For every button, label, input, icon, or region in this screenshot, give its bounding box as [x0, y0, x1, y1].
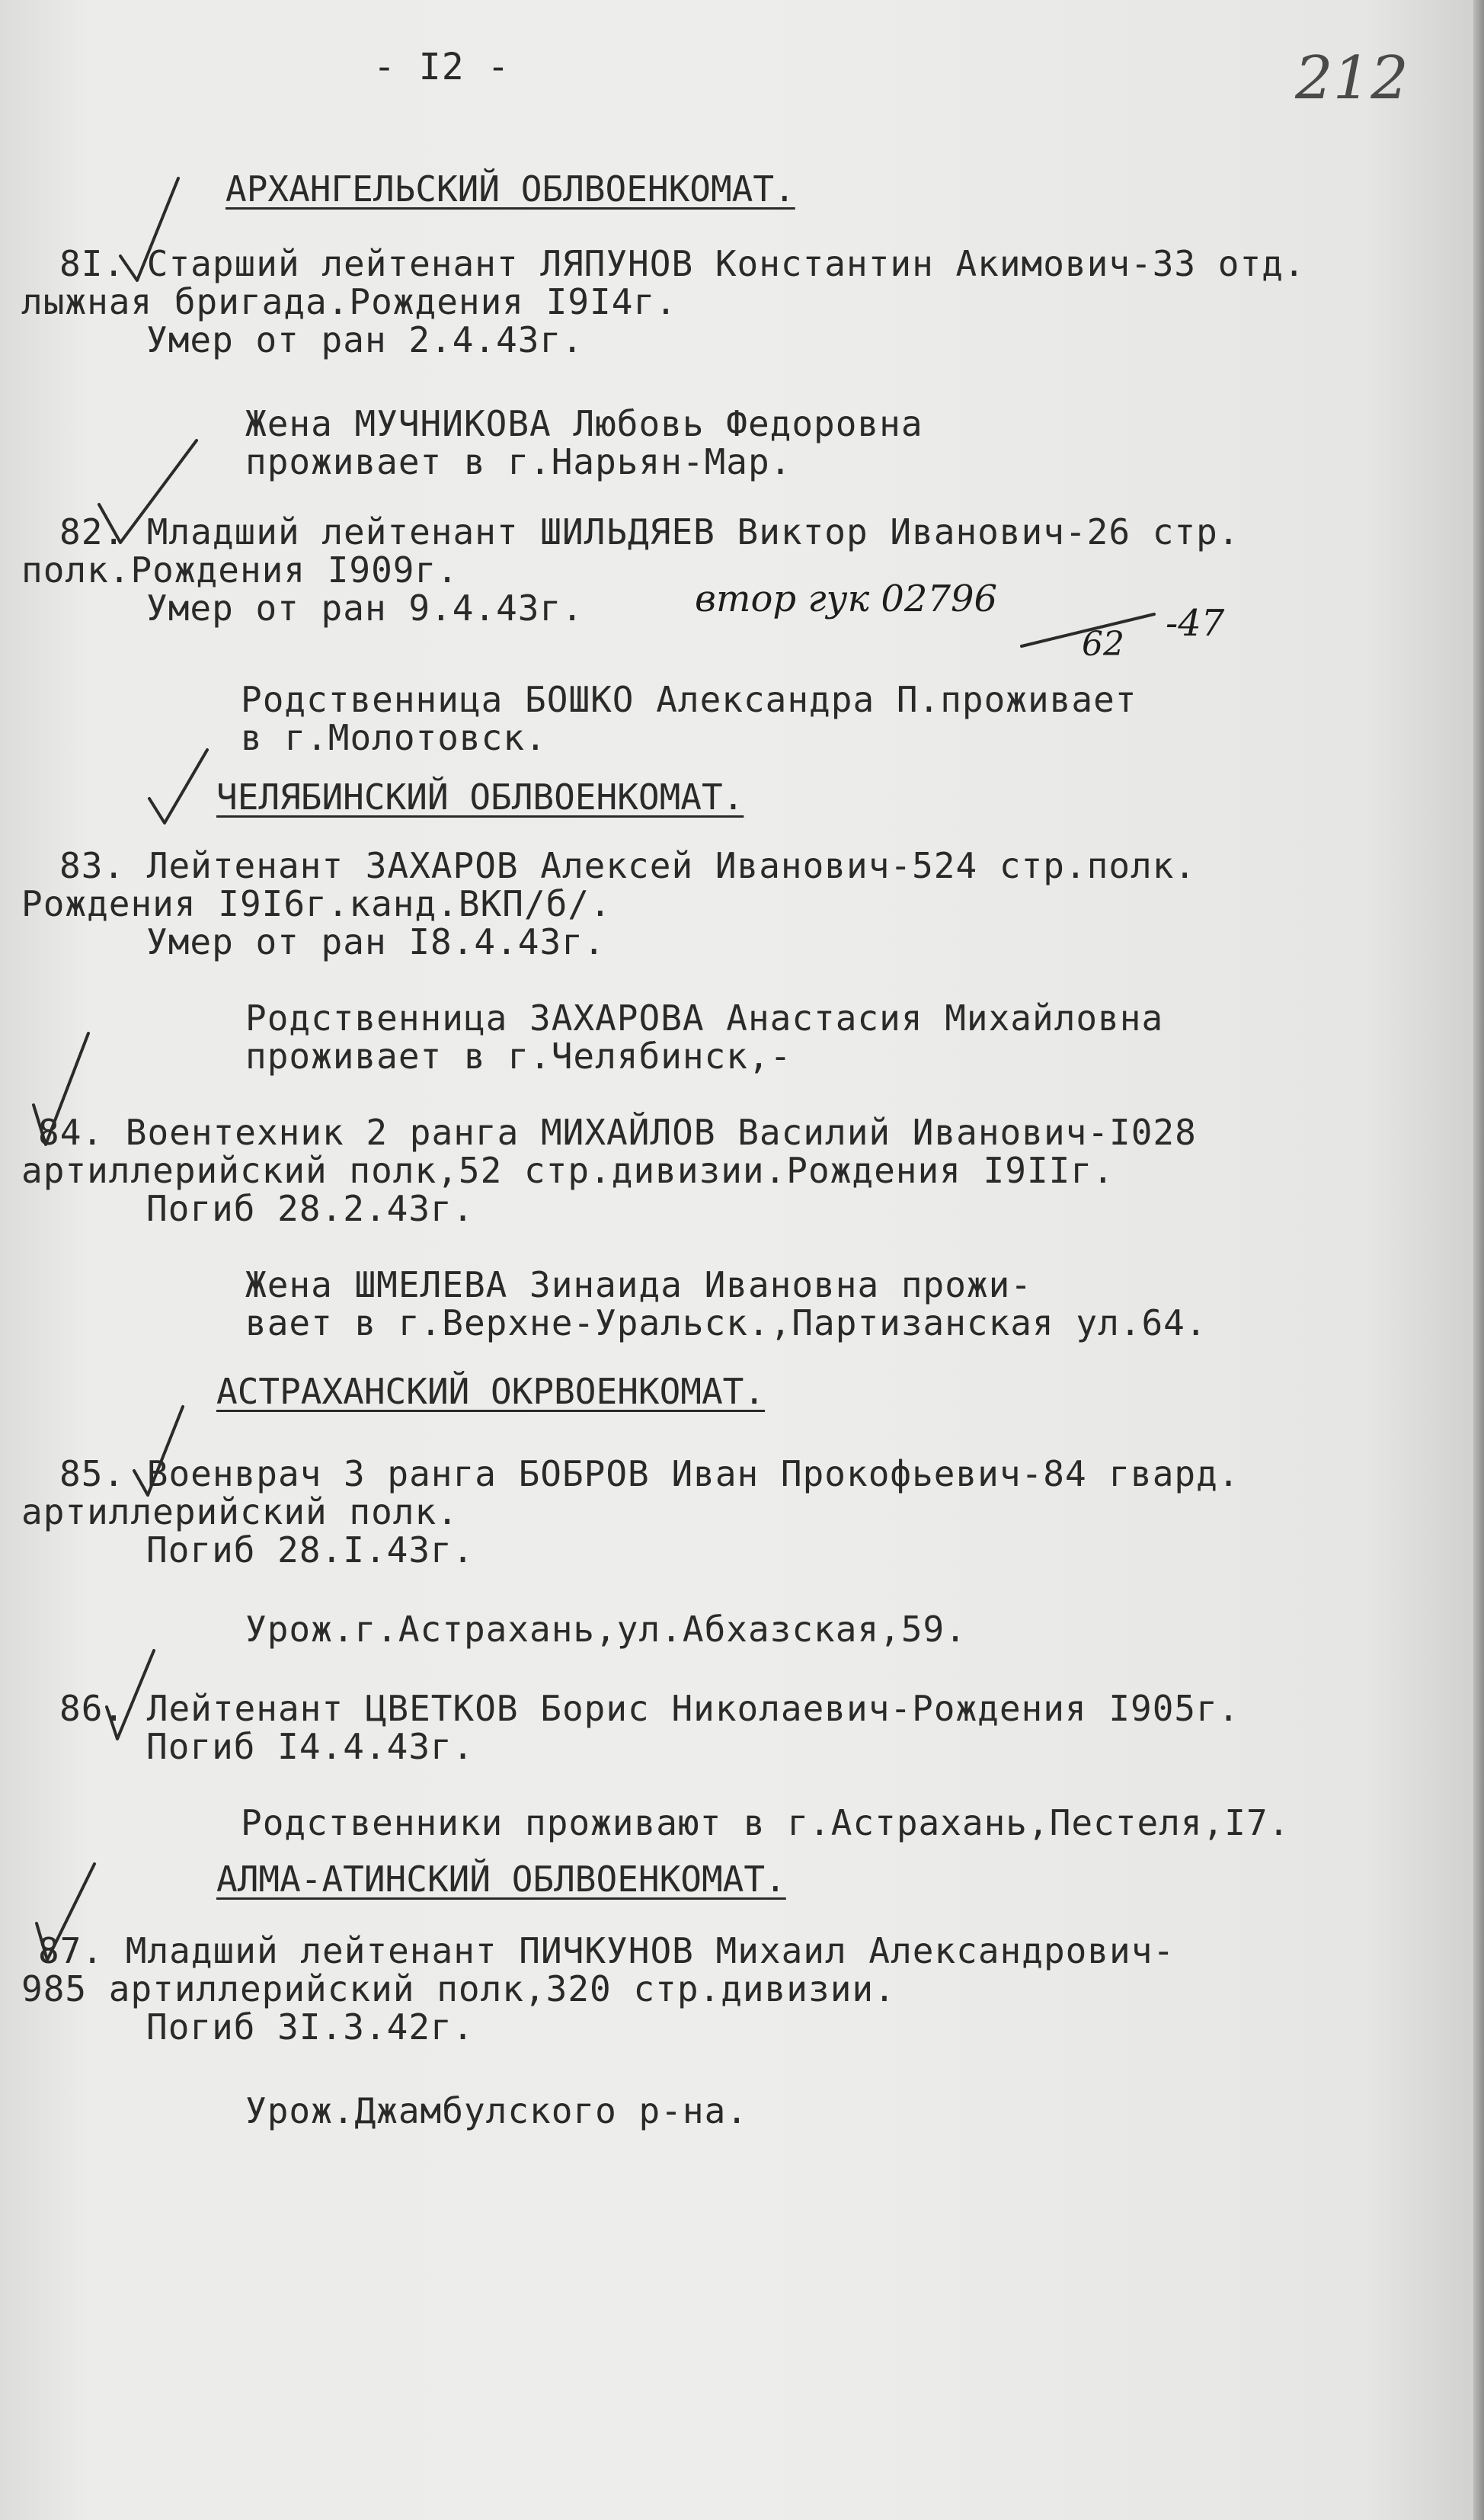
entry-81-relative2: проживает в г.Нарьян-Мар.: [245, 441, 792, 482]
entry-83-relative1: Родственница ЗАХАРОВА Анастасия Михайловна: [245, 997, 1164, 1039]
entry-83-relative2: проживает в г.Челябинск,-: [245, 1036, 792, 1077]
section-heading-almaata: АЛМА-АТИНСКИЙ ОБЛВОЕНКОМАТ.: [216, 1859, 786, 1900]
entry-86-line2: Погиб I4.4.43г.: [146, 1726, 475, 1767]
entry-81-line1: 8I. Старший лейтенант ЛЯПУНОВ Константин Акимович-33 отд.: [59, 243, 1306, 284]
entry-81-relative1: Жена МУЧНИКОВА Любовь Федоровна: [245, 403, 923, 444]
entry-81-line2: лыжная бригада.Рождения I9I4г.: [21, 281, 677, 322]
entry-83-line3: Умер от ран I8.4.43г.: [146, 921, 606, 962]
entry-83-line2: Рождения I9I6г.канд.ВКП/б/.: [21, 883, 612, 924]
archive-stamp-number: 212: [1295, 44, 1409, 113]
entry-87-line3: Погиб 3I.3.42г.: [146, 2006, 475, 2048]
entry-86-relative1: Родственники проживают в г.Астрахань,Пестеля,I7.: [241, 1802, 1291, 1843]
entry-87-relative1: Урож.Джамбулского р-на.: [245, 2090, 748, 2131]
entry-81-line3: Умер от ран 2.4.43г.: [146, 319, 584, 360]
entry-87-line2: 985 артиллерийский полк,320 стр.дивизии.: [21, 1968, 896, 2009]
entry-84-line3: Погиб 28.2.43г.: [146, 1188, 475, 1229]
handwritten-note-suffix: -47: [1166, 602, 1225, 645]
page-edge-shadow: [1473, 0, 1484, 2520]
entry-82-line3: Умер от ран 9.4.43г.: [146, 588, 584, 629]
entry-86-line1: 86. Лейтенант ЦВЕТКОВ Борис Николаевич-Рождения I905г.: [59, 1688, 1240, 1729]
section-heading-astrakhan: АСТРАХАНСКИЙ ОКРВОЕНКОМАТ.: [216, 1371, 766, 1412]
entry-84-line1: 84. Воентехник 2 ранга МИХАЙЛОВ Василий Иванович-I028: [38, 1112, 1197, 1153]
entry-82-line2: полк.Рождения I909г.: [21, 549, 459, 591]
entry-85-line3: Погиб 28.I.43г.: [146, 1529, 475, 1571]
entry-83-line1: 83. Лейтенант ЗАХАРОВ Алексей Иванович-524 стр.полк.: [59, 845, 1197, 886]
entry-82-line1: 82. Младший лейтенант ШИЛЬДЯЕВ Виктор Иванович-26 стр.: [59, 511, 1240, 552]
entry-84-relative2: вает в г.Верхне-Уральск.,Партизанская ул.64.: [245, 1302, 1207, 1343]
page-number: - I2 -: [373, 46, 510, 88]
handwritten-note: втор гук 02796: [695, 578, 998, 620]
entry-84-line2: артиллерийский полк,52 стр.дивизии.Рождения I9IIг.: [21, 1150, 1115, 1191]
section-heading-chelyabinsk: ЧЕЛЯБИНСКИЙ ОБЛВОЕНКОМАТ.: [216, 776, 744, 818]
entry-85-line1: 85. Военврач 3 ранга БОБРОВ Иван Прокофьевич-84 гвард.: [59, 1453, 1240, 1494]
entry-87-line1: 87. Младший лейтенант ПИЧКУНОВ Михаил Александрович-: [38, 1930, 1175, 1971]
entry-82-relative1: Родственница БОШКО Александра П.проживает: [241, 679, 1137, 720]
check-mark-icon: [145, 745, 213, 829]
handwritten-note-denominator: 62: [1082, 625, 1124, 664]
entry-85-relative1: Урож.г.Астрахань,ул.Абхазская,59.: [245, 1609, 967, 1650]
entry-82-relative2: в г.Молотовск.: [241, 717, 547, 758]
entry-84-relative1: Жена ШМЕЛЕВА Зинаида Ивановна прожи-: [245, 1264, 1032, 1305]
entry-85-line2: артиллерийский полк.: [21, 1491, 459, 1532]
section-heading-arkhangelsk: АРХАНГЕЛЬСКИЙ ОБЛВОЕНКОМАТ.: [225, 168, 795, 210]
